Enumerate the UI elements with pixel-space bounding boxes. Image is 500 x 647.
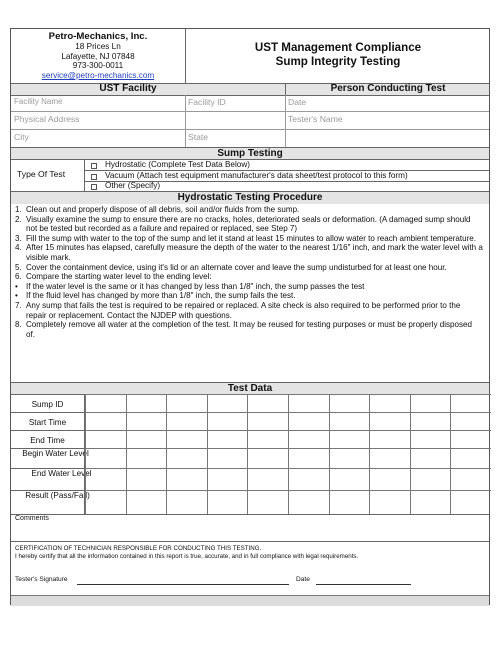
- test-data-cell[interactable]: [329, 394, 370, 412]
- test-data-cell[interactable]: [450, 394, 491, 412]
- certification-heading: CERTIFICATION OF TECHNICIAN RESPONSIBLE FOR CONDUCTING THIS TESTING.: [15, 545, 262, 552]
- type-of-test-label: Type Of Test: [17, 169, 66, 179]
- person-section-title: Person Conducting Test: [330, 83, 446, 94]
- company-phone: 973-300-0011: [72, 61, 124, 71]
- test-data-cell[interactable]: [166, 412, 207, 430]
- test-data-cell[interactable]: [369, 394, 410, 412]
- test-data-cell[interactable]: [85, 490, 126, 514]
- test-data-cell[interactable]: [450, 490, 491, 514]
- test-data-cell[interactable]: [369, 430, 410, 448]
- testers-name-field[interactable]: Tester's Name: [288, 114, 343, 124]
- form-title: [185, 41, 491, 69]
- test-data-cell[interactable]: [85, 430, 126, 448]
- physical-address-field[interactable]: Physical Address: [14, 114, 80, 124]
- company-email-link[interactable]: service@petro-mechanics.com: [41, 70, 155, 80]
- test-data-cell[interactable]: [247, 394, 288, 412]
- test-data-cell[interactable]: [288, 412, 329, 430]
- test-data-cell[interactable]: [450, 430, 491, 448]
- test-data-cell[interactable]: [369, 490, 410, 514]
- footer-bar: [11, 595, 489, 606]
- facility-id-field[interactable]: Facility ID: [188, 97, 226, 107]
- test-data-cell[interactable]: [329, 448, 370, 468]
- test-data-cell[interactable]: [329, 468, 370, 490]
- test-data-cell[interactable]: [288, 468, 329, 490]
- sump-testing-title: Sump Testing: [217, 148, 283, 159]
- test-data-cell[interactable]: [85, 412, 126, 430]
- test-data-cell[interactable]: [126, 412, 167, 430]
- test-data-cell[interactable]: [207, 412, 248, 430]
- vacuum-label: Vacuum (Attach test equipment manufacturer's data sheet/test protocol to this form): [105, 171, 408, 180]
- test-data-cell[interactable]: [369, 468, 410, 490]
- procedure-list: [11, 205, 491, 381]
- test-data-cell[interactable]: [329, 412, 370, 430]
- test-data-cell[interactable]: [126, 490, 167, 514]
- option-hydrostatic[interactable]: [91, 160, 481, 170]
- form-title-line2: Sump Integrity Testing: [275, 55, 401, 68]
- test-data-cell[interactable]: [207, 448, 248, 468]
- company-name: Petro-Mechanics, Inc.: [48, 31, 148, 42]
- row-label-end-time: End Time: [30, 436, 65, 445]
- test-data-cell[interactable]: [247, 448, 288, 468]
- row-label-begin-water-level: Begin Water Level: [22, 449, 89, 458]
- test-data-cell[interactable]: [369, 448, 410, 468]
- company-address-line2: Lafayette, NJ 07848: [61, 51, 135, 61]
- procedure-step: 5. Cover the containment device, using it's lid or an alternate cover and leave the sump undisturbed for at least one hour.: [15, 262, 447, 272]
- procedure-step: 2. Visually examine the sump to ensure there are no cracks, holes, deteriorated seals or deformation. (A damaged sump should not be tested but recorded as a failure and repaired or replaced, see Step 7): [15, 214, 471, 234]
- test-data-cell[interactable]: [166, 448, 207, 468]
- certification-statement: I hereby certify that all the information contained in this report is true, accurate, and in full compliance with legal requirements.: [15, 553, 359, 560]
- test-data-cell[interactable]: [329, 430, 370, 448]
- test-data-cell[interactable]: [410, 490, 451, 514]
- test-data-cell[interactable]: [207, 468, 248, 490]
- form-title-line1: UST Management Compliance: [254, 41, 422, 54]
- hydrostatic-label: Hydrostatic (Complete Test Data Below): [105, 160, 251, 169]
- other-label: Other (Specify): [105, 181, 161, 190]
- test-data-cell[interactable]: [410, 448, 451, 468]
- test-data-cell[interactable]: [369, 412, 410, 430]
- signature-label: Tester's Signature: [15, 576, 68, 583]
- test-data-cell[interactable]: [85, 394, 126, 412]
- procedure-title: Hydrostatic Testing Procedure: [177, 192, 323, 203]
- test-data-title: Test Data: [227, 383, 273, 394]
- signature-line[interactable]: [77, 584, 289, 585]
- test-data-cell[interactable]: [450, 468, 491, 490]
- comments-label: Comments: [15, 515, 49, 522]
- test-data-cell[interactable]: [247, 468, 288, 490]
- test-data-cell[interactable]: [166, 394, 207, 412]
- test-data-cell[interactable]: [410, 412, 451, 430]
- test-data-cell[interactable]: [288, 448, 329, 468]
- test-data-cell[interactable]: [166, 490, 207, 514]
- row-label-end-water-level: End Water Level: [31, 469, 92, 478]
- test-data-cell[interactable]: [85, 448, 126, 468]
- test-data-cell[interactable]: [85, 468, 126, 490]
- procedure-step: 4. After 15 minutes has elapsed, carefully measure the depth of the water to the nearest 1/16" inch, and mark the water level with a visible mark.: [15, 243, 483, 262]
- company-address-line1: 18 Prices Ln: [75, 42, 121, 51]
- test-data-cell[interactable]: [207, 394, 248, 412]
- test-data-cell[interactable]: [247, 412, 288, 430]
- test-data-cell[interactable]: [450, 412, 491, 430]
- test-data-cell[interactable]: [207, 490, 248, 514]
- row-label-sump-id: Sump ID: [31, 400, 64, 409]
- test-data-cell[interactable]: [410, 468, 451, 490]
- procedure-step: 6. Compare the starting water level to the ending level:: [15, 272, 212, 282]
- date-label: Date: [296, 576, 310, 583]
- test-data-cell[interactable]: [288, 430, 329, 448]
- signature-date-line[interactable]: [316, 584, 411, 585]
- option-other[interactable]: [91, 181, 481, 191]
- test-data-cell[interactable]: [166, 430, 207, 448]
- state-field[interactable]: State: [188, 132, 209, 142]
- facility-section-title: UST Facility: [99, 83, 157, 94]
- test-data-cell[interactable]: [166, 468, 207, 490]
- test-data-cell[interactable]: [329, 490, 370, 514]
- test-data-cell[interactable]: [450, 448, 491, 468]
- city-field[interactable]: City: [14, 132, 29, 142]
- test-data-cell[interactable]: [207, 430, 248, 448]
- test-data-cell[interactable]: [288, 490, 329, 514]
- test-data-cell[interactable]: [288, 394, 329, 412]
- test-data-cell[interactable]: [126, 394, 167, 412]
- procedure-step: 7. Any sump that fails the test is required to be repaired or replaced. A site check is also required to be performed prior to the repair or replacement. Contact the NJDEP with questions.: [15, 300, 461, 320]
- option-vacuum[interactable]: [91, 171, 481, 181]
- test-data-cell[interactable]: [126, 448, 167, 468]
- hydrostatic-checkbox[interactable]: [91, 163, 97, 169]
- test-data-cell[interactable]: [247, 430, 288, 448]
- date-field[interactable]: Date: [288, 97, 307, 107]
- procedure-step: 1. Clean out and properly dispose of all debris, soil and/or fluids from the sump.: [15, 205, 300, 214]
- other-checkbox[interactable]: [91, 184, 97, 190]
- comments-field[interactable]: [11, 523, 491, 541]
- procedure-bullet: • If the fluid level has changed by more than 1/8" inch, the sump fails the test.: [15, 291, 296, 301]
- company-block: [11, 29, 185, 83]
- sump-testing-form: [10, 28, 490, 605]
- facility-name-field[interactable]: Facility Name: [14, 97, 63, 106]
- row-label-result: Result (Pass/Fail): [25, 491, 90, 500]
- test-data-cell[interactable]: [247, 490, 288, 514]
- test-data-grid: [11, 394, 491, 514]
- row-label-start-time: Start Time: [28, 418, 67, 427]
- test-data-cell[interactable]: [126, 468, 167, 490]
- procedure-step: 3. Fill the sump with water to the top of the sump and let it stand at least 15 minutes to allow water to reach ambient temperature.: [15, 233, 476, 243]
- procedure-bullet: • If the water level is the same or it has changed by less than 1/8" inch, the sump passes the test: [15, 281, 365, 291]
- test-data-cell[interactable]: [410, 394, 451, 412]
- test-data-cell[interactable]: [410, 430, 451, 448]
- procedure-step: 8. Completely remove all water at the completion of the test. It may be reused for testing purposes or must be properly disposed of.: [15, 320, 472, 339]
- test-data-cell[interactable]: [126, 430, 167, 448]
- vacuum-checkbox[interactable]: [91, 174, 97, 180]
